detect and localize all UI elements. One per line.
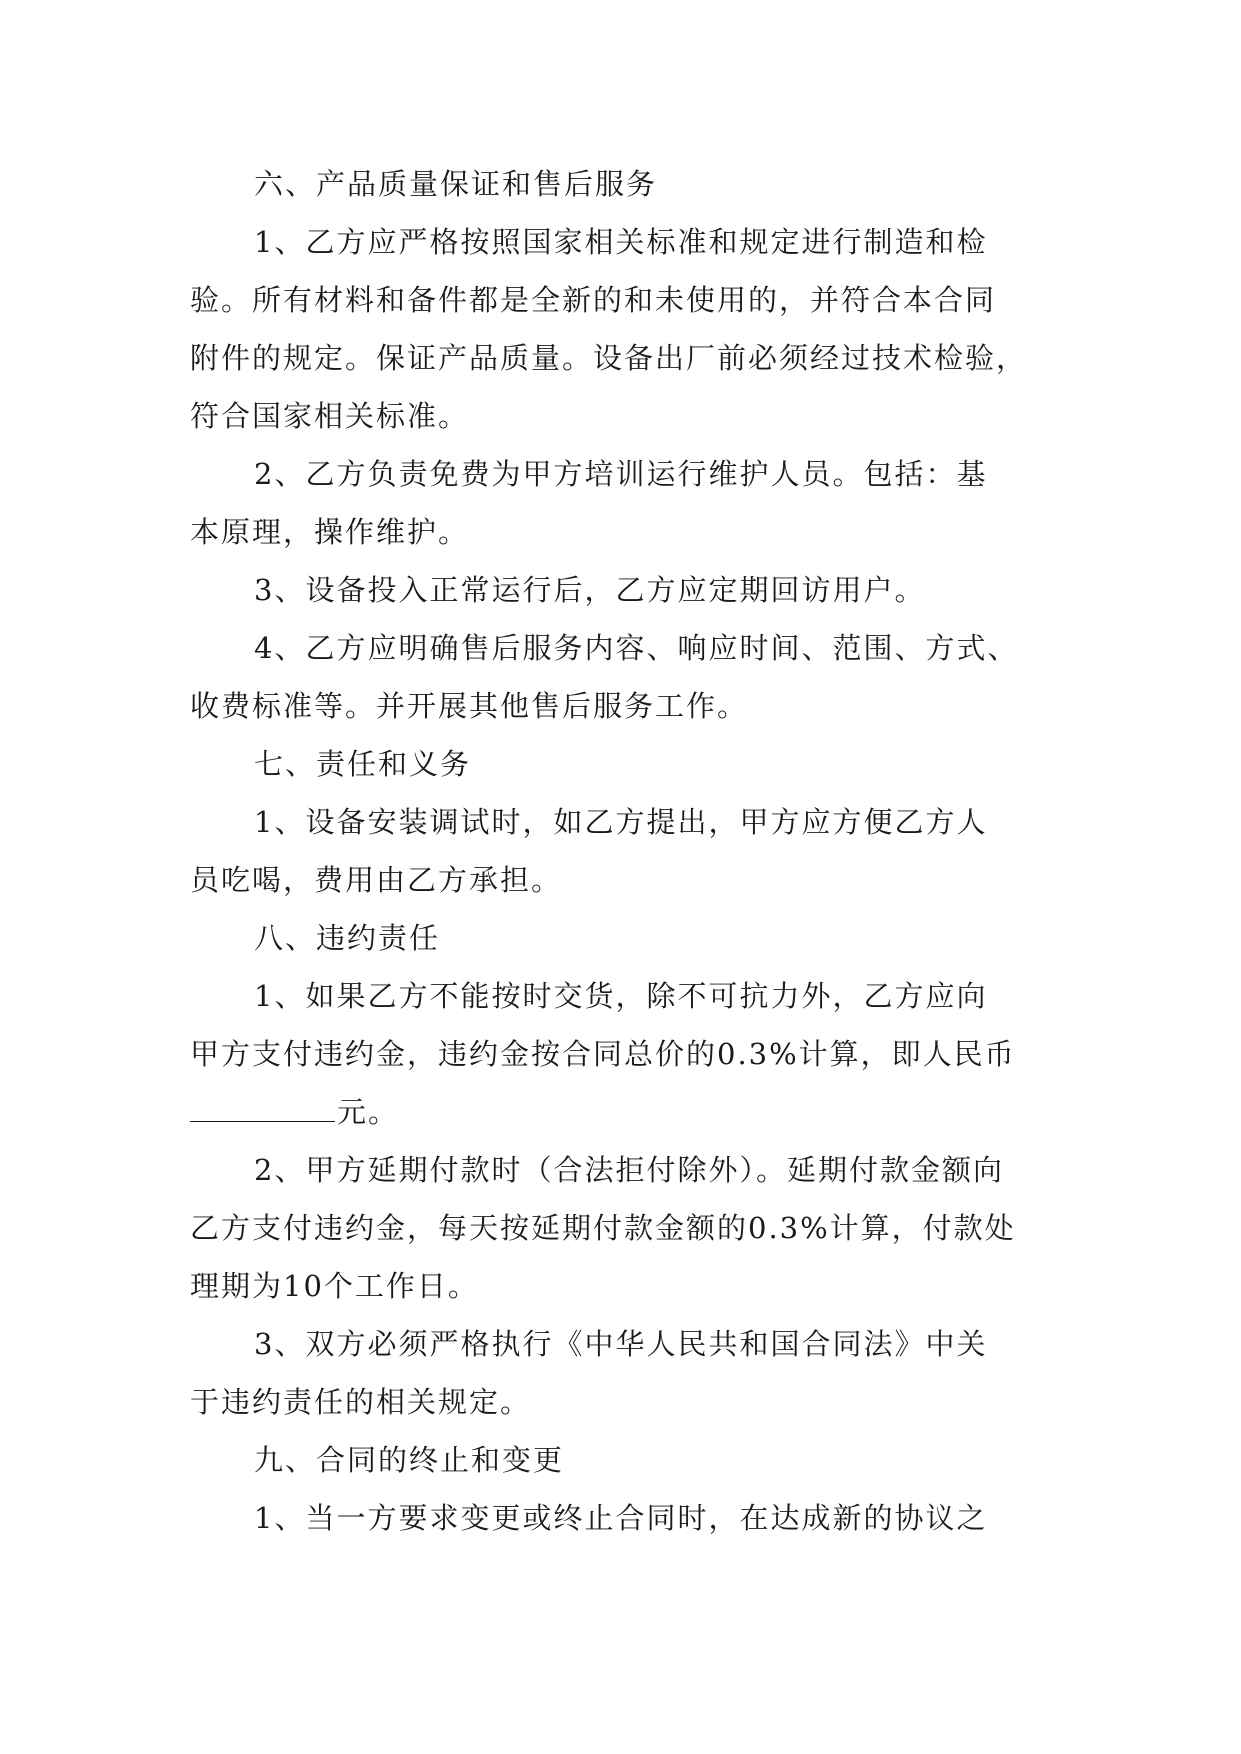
paragraph-line: 员吃喝，费用由乙方承担。: [190, 863, 563, 897]
paragraph-line: 3、设备投入正常运行后，乙方应定期回访用户。: [254, 573, 926, 607]
paragraph-line: 1、当一方要求变更或终止合同时，在达成新的协议之: [254, 1501, 988, 1535]
amount-line: [190, 1083, 1080, 1141]
section-heading-breach: 八、违约责任: [254, 921, 441, 955]
paragraph-line: 理期为10个工作日。: [190, 1269, 479, 1303]
paragraph-line: 甲方支付违约金，违约金按合同总价的0.3%计算，即人民币: [190, 1037, 1016, 1071]
paragraph-line: 4、乙方应明确售后服务内容、响应时间、范围、方式、: [254, 631, 1019, 665]
paragraph-line: 符合国家相关标准。: [190, 399, 470, 433]
paragraph-line: 本原理，操作维护。: [190, 515, 470, 549]
section-heading-quality: 六、产品质量保证和售后服务: [254, 167, 658, 201]
amount-blank: [190, 1091, 335, 1122]
amount-unit: 元。: [337, 1095, 400, 1129]
paragraph-line: 验。所有材料和备件都是全新的和未使用的，并符合本合同: [190, 283, 997, 317]
paragraph-line: 1、如果乙方不能按时交货，除不可抗力外，乙方应向: [254, 979, 988, 1013]
paragraph-line: 乙方支付违约金，每天按延期付款金额的0.3%计算，付款处: [190, 1211, 1016, 1245]
paragraph-line: 收费标准等。并开展其他售后服务工作。: [190, 689, 749, 723]
contract-text: [190, 155, 1080, 1547]
paragraph-line: 3、双方必须严格执行《中华人民共和国合同法》中关: [254, 1327, 988, 1361]
section-heading-responsibility: 七、责任和义务: [254, 747, 472, 781]
paragraph-line: 于违约责任的相关规定。: [190, 1385, 532, 1419]
paragraph-line: 2、甲方延期付款时（合法拒付除外）。延期付款金额向: [254, 1153, 1004, 1187]
paragraph-line: 1、乙方应严格按照国家相关标准和规定进行制造和检: [254, 225, 988, 259]
section-heading-termination: 九、合同的终止和变更: [254, 1443, 565, 1477]
paragraph-line: 1、设备安装调试时，如乙方提出，甲方应方便乙方人: [254, 805, 988, 839]
paragraph-line: 2、乙方负责免费为甲方培训运行维护人员。包括：基: [254, 457, 988, 491]
paragraph-line: 附件的规定。保证产品质量。设备出厂前必须经过技术检验，: [190, 341, 1028, 375]
